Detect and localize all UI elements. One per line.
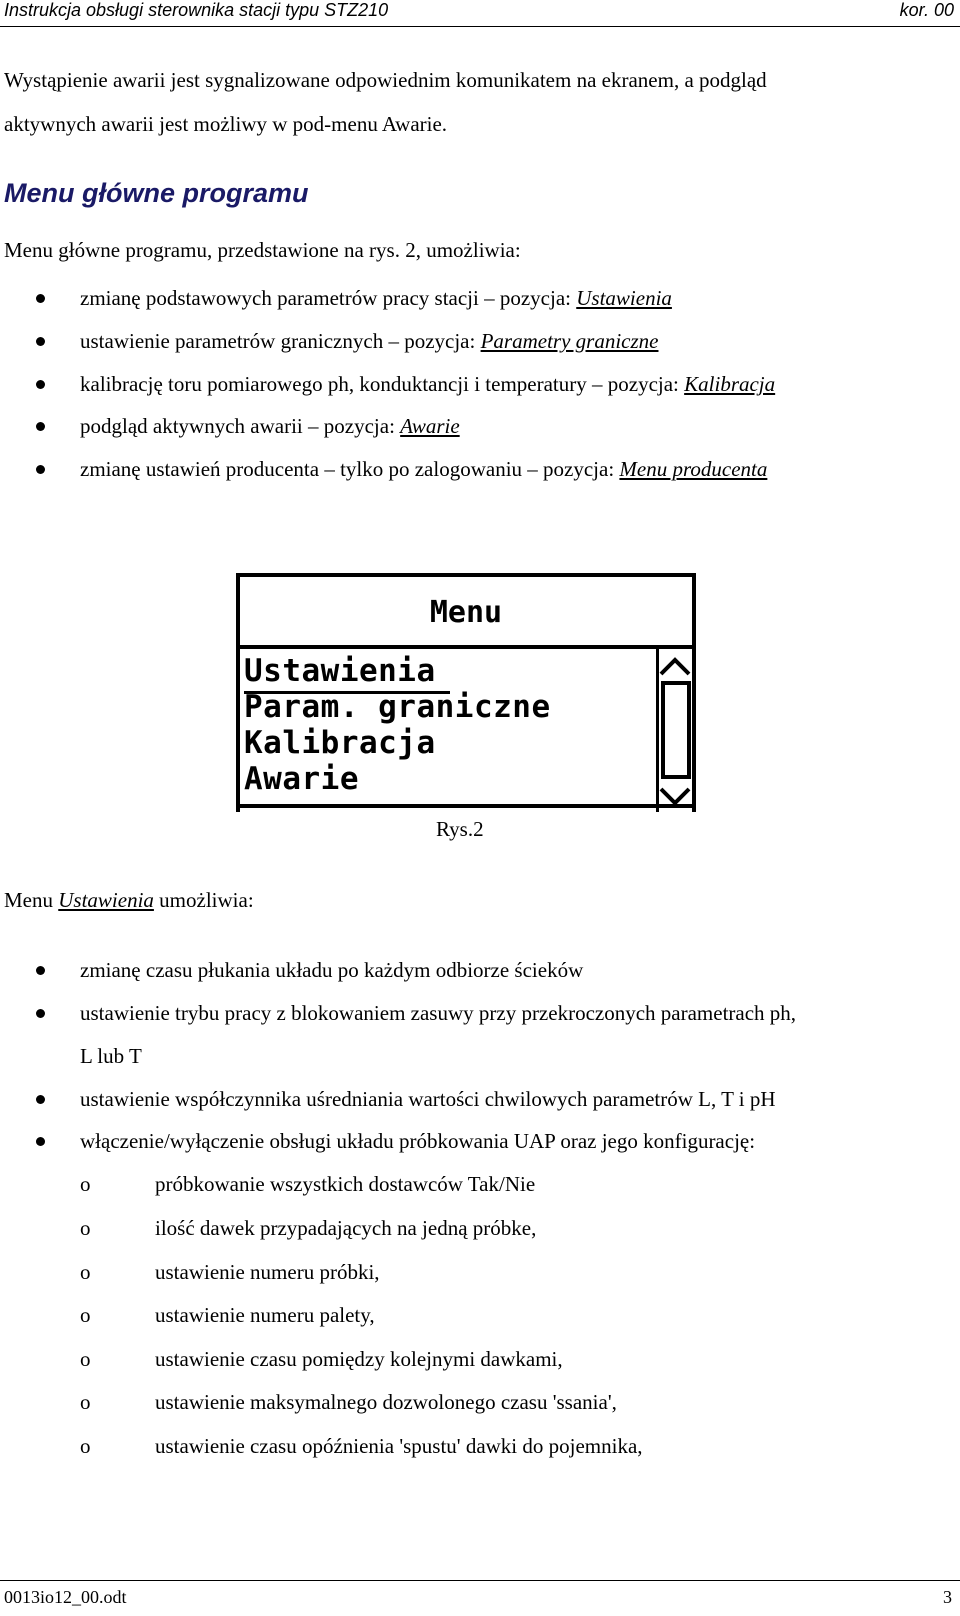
section-heading: Menu główne programu (4, 178, 309, 208)
lcd-title-rule (240, 645, 692, 649)
link-menu-producenta[interactable]: Menu producenta (619, 457, 768, 481)
list-item-continuation: L lub T (80, 1044, 142, 1068)
bullet-icon (36, 337, 45, 346)
lcd-title: Menu (429, 595, 503, 630)
lcd-item-ustawienia[interactable]: Ustawienia (244, 653, 436, 689)
chevron-up-icon[interactable] (658, 655, 692, 677)
lcd-menu-screen (236, 573, 696, 812)
lcd-bottom-edge (236, 804, 694, 808)
bullet-icon (36, 465, 45, 474)
bullet-icon (36, 1137, 45, 1146)
figure-caption: Rys.2 (436, 817, 484, 841)
bullet-icon (36, 380, 45, 389)
scrollbar-thumb[interactable] (661, 681, 691, 779)
circle-bullet-icon: o (80, 1390, 91, 1414)
bullet-icon (36, 1095, 45, 1104)
lcd-item-kalibracja[interactable]: Kalibracja (244, 725, 436, 761)
bullet-icon (36, 966, 45, 975)
link-kalibracja[interactable]: Kalibracja (684, 372, 776, 396)
link-parametry-graniczne[interactable]: Parametry graniczne (480, 329, 659, 353)
link-ustawienia[interactable]: Ustawienia (576, 286, 672, 310)
page-number: 3 (943, 1587, 952, 1607)
circle-bullet-icon: o (80, 1303, 91, 1327)
lcd-scrollbar[interactable] (658, 649, 692, 812)
lcd-item-param-graniczne[interactable]: Param. graniczne (244, 689, 551, 725)
circle-bullet-icon: o (80, 1260, 91, 1284)
intro-line-1: Wystąpienie awarii jest sygnalizowane odpowiednim komunikatem na ekranem, a podgląd (4, 68, 767, 92)
footer-filename: 0013io12_00.odt (4, 1587, 127, 1607)
document-title: Instrukcja obsługi sterownika stacji typu STZ210 (4, 0, 389, 20)
link-ustawienia-2[interactable]: Ustawienia (58, 888, 154, 912)
bullet-icon (36, 294, 45, 303)
settings-intro: Menu Ustawienia umożliwia: (4, 888, 254, 912)
intro-line-2: aktywnych awarii jest możliwy w pod-menu Awarie. (4, 112, 448, 136)
page-header (0, 0, 960, 24)
footer-rule (0, 1580, 960, 1581)
revision-label: kor. 00 (899, 0, 954, 20)
circle-bullet-icon: o (80, 1216, 91, 1240)
circle-bullet-icon: o (80, 1347, 91, 1371)
header-rule (0, 26, 960, 27)
bullet-icon (36, 422, 45, 431)
lcd-item-awarie[interactable]: Awarie (244, 761, 359, 797)
link-awarie[interactable]: Awarie (400, 414, 460, 438)
circle-bullet-icon: o (80, 1172, 91, 1196)
bullet-icon (36, 1009, 45, 1018)
circle-bullet-icon: o (80, 1434, 91, 1458)
main-menu-intro: Menu główne programu, przedstawione na rys. 2, umożliwia: (4, 238, 521, 262)
